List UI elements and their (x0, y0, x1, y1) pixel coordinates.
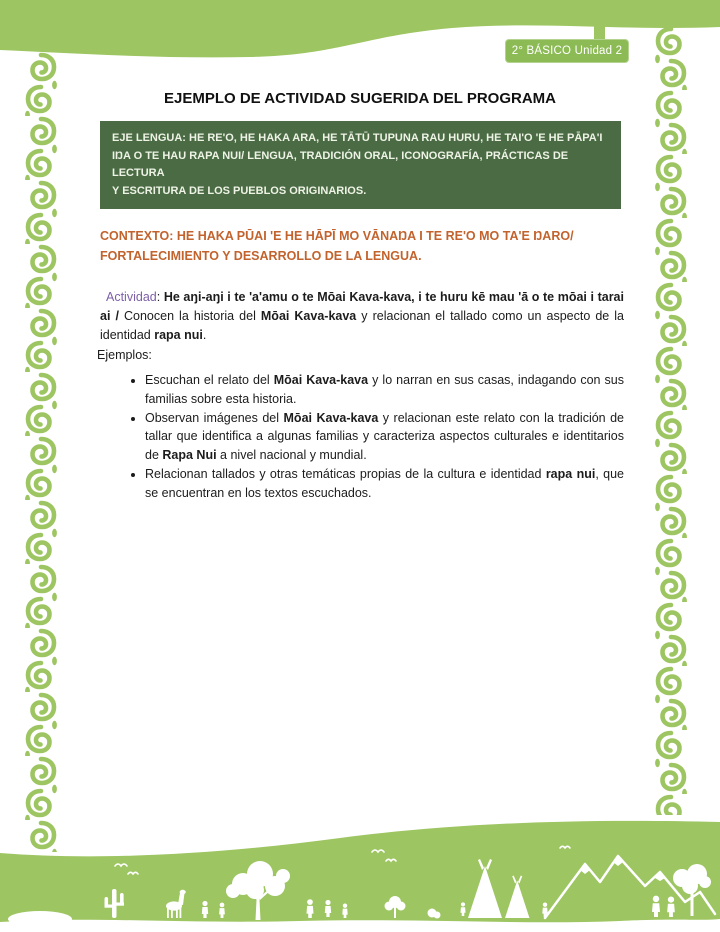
eje-line: Y ESCRITURA DE LOS PUEBLOS ORIGINARIOS. (112, 184, 367, 197)
activity-separator: : (156, 290, 164, 304)
example-bullet-item (145, 371, 624, 409)
bullet-bold-term: Mōai Kava-kava (273, 373, 369, 387)
bullet-text: y lo narran en sus casas, indagando con sus familias sobre esta historia. (145, 373, 624, 406)
activity-spanish-text: y relacionan el tallado como un aspecto de la identidad (100, 308, 624, 342)
tribal-border-right-icon (655, 26, 687, 815)
bullet-bold-term: Mōai Kava-kava (283, 410, 379, 425)
activity-rapanui-text: He aŋi-aŋi i te 'a'amu o te Mōai Kava-kava, i te huru kē mau 'ā o te mōai i tarai ai / (100, 290, 624, 323)
eje-statement-box (100, 121, 621, 209)
tribal-border-left-icon (25, 52, 57, 852)
bullet-text: Relacionan tallados y otras temáticas propias de la cultura e identidad (145, 466, 546, 481)
activity-label: Actividad (106, 290, 157, 304)
main-content (97, 288, 624, 502)
bullet-bold-term: Rapa Nui (162, 448, 217, 462)
unit-badge (505, 39, 629, 63)
eje-line: EJE LENGUA: HE RE'O, HE HAKA ARA, HE TĀTŪ TUPUNA RAU HURU, HE TAI'O 'E HE PĀPA'I (112, 132, 603, 144)
example-bullet-item (145, 465, 624, 503)
activity-bold-term: Mōai Kava-kava (260, 308, 357, 323)
contexto-line: CONTEXTO: HE HAKA PŪAI 'E HE HĀPĪ MO VĀNAŊA I TE RE'O MO TA'E ŊARO/ (100, 229, 574, 243)
unit-badge-label: 2° BÁSICO Unidad 2 (511, 45, 623, 57)
examples-list (100, 371, 624, 502)
bullet-bold-term: rapa nui (545, 466, 596, 481)
bullet-text: y relacionan este relato con la tradición de tallar que identifica a algunas familias y caracteriza aspectos culturales e identitarios de (145, 410, 624, 462)
contexto-heading (100, 226, 630, 266)
examples-label: Ejemplos: (97, 348, 152, 363)
eje-line: IŊA O TE HAU RAPA NUI/ LENGUA, TRADICIÓN ORAL, ICONOGRAFÍA, PRÁCTICAS DE LECTURA (112, 149, 569, 180)
bullet-text: a nivel nacional y mundial. (216, 448, 367, 462)
activity-spanish-text: . (202, 327, 207, 342)
bullet-text: Escuchan el relato del (145, 373, 274, 387)
bullet-text: Observan imágenes del (145, 410, 284, 425)
activity-spanish-text: Conocen la historia del (123, 308, 261, 323)
page-title: EJEMPLO DE ACTIVIDAD SUGERIDA DEL PROGRAMA (164, 90, 556, 107)
example-bullet-item (145, 409, 624, 465)
bullet-text: , que se encuentran en los textos escuchados. (145, 466, 624, 500)
landscape-footer-illustration (0, 814, 720, 932)
activity-paragraph (100, 288, 624, 344)
contexto-line: FORTALECIMIENTO Y DESARROLLO DE LA LENGUA. (100, 249, 422, 263)
activity-bold-term: rapa nui (154, 327, 203, 342)
